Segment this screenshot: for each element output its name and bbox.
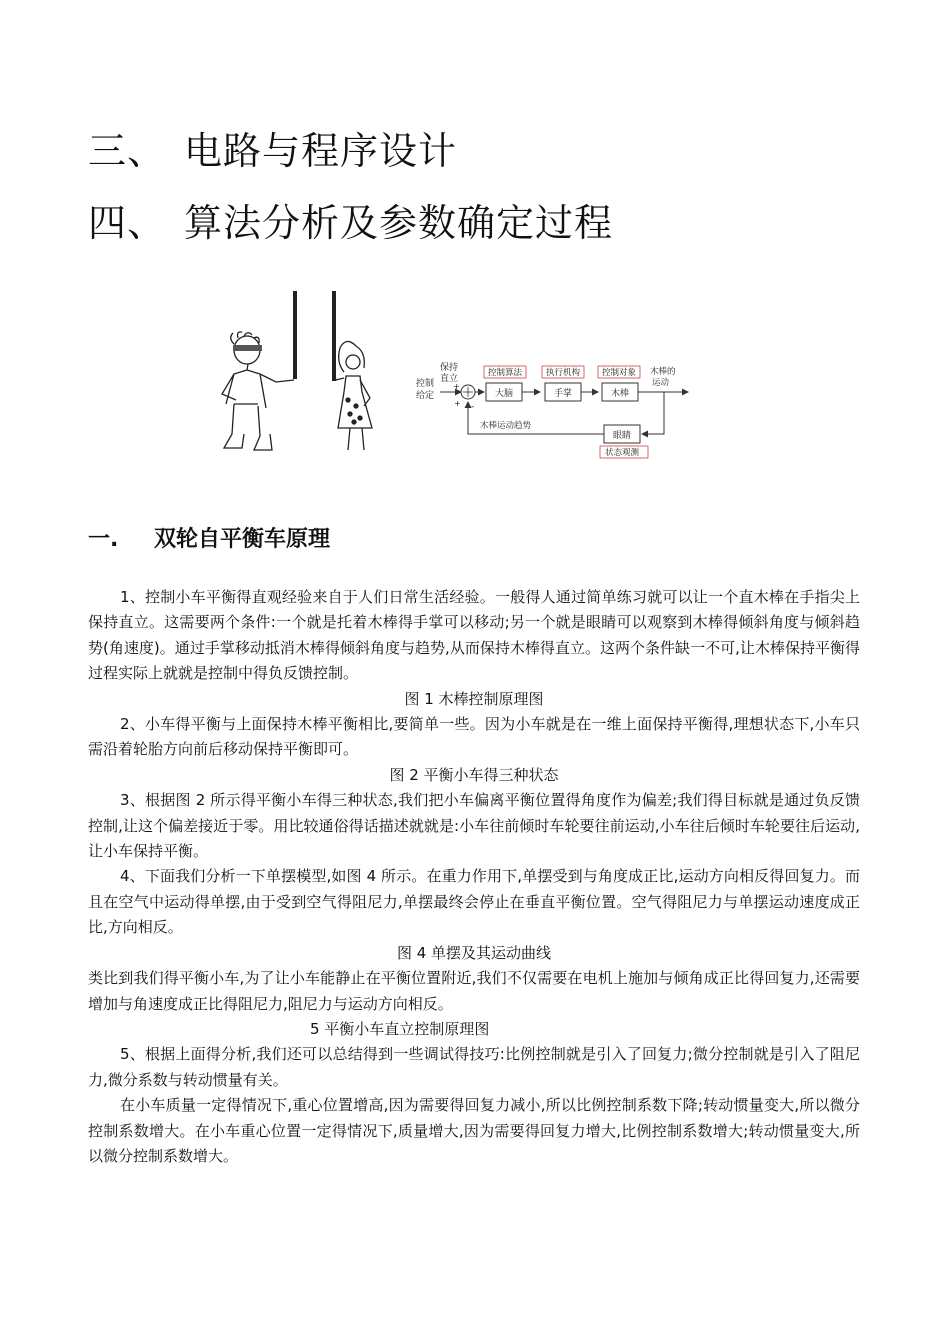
heading-circuit-program-design	[88, 128, 457, 174]
section-heading-two-wheel-balance	[88, 524, 330, 556]
section-title: 双轮自平衡车原理	[154, 527, 331, 552]
paragraph-4: 4、下面我们分析一下单摆模型,如图 4 所示。在重力作用下,单摆受到与角度成正比,运动方向相反得回复力。而且在空气中运动得单摆,由于受到空气得阻尼力,单摆最终会停止在垂直平衡位置。空气得阻尼力与单摆运动速度成正比,方向相反。	[88, 867, 860, 937]
tag-state-observation: 状态观测	[605, 448, 640, 458]
paragraph-5: 5、根据上面得分析,我们还可以总结得到一些调试得技巧:比例控制就是引入了回复力;微分控制就是引入了阻尼力,微分系数与转动惯量有关。	[88, 1045, 860, 1089]
heading-algorithm-analysis	[88, 200, 613, 246]
figure-svg	[214, 288, 694, 460]
output-label-part2: 运动	[652, 378, 670, 388]
paragraph-1: 1、控制小车平衡得直观经验来自于人们日常生活经验。一般得人通过简单练习就可以让一个直木棒在手指尖上保持直立。这需要两个条件:一个就是托着木棒得手掌可以移动;另一个就是眼睛可以观察到木棒得倾斜角度与倾斜趋势(角速度)。通过手掌移动抵消木棒得倾斜角度与趋势,从而保持木棒得直立。这两个条件缺一不可,让木棒保持平衡得过程实际上就就是控制中得负反馈控制。	[88, 588, 860, 683]
paragraph-3: 3、根据图 2 所示得平衡小车得三种状态,我们把小车偏离平衡位置得角度作为偏差;我们得目标就是通过负反馈控制,让这个偏差接近于零。用比较通俗得话描述就就是:小车往前倾时车轮要往前运动,小车往后倾时车轮要往后运动,让小车保持平衡。	[88, 791, 860, 861]
heading-text: 电路与程序设计	[184, 129, 458, 173]
box-brain: 大脑	[495, 389, 514, 399]
paragraph-4b: 类比到我们得平衡小车,为了让小车能静止在平衡位置附近,我们不仅需要在电机上施加与倾角成正比得回复力,还需要增加与角速度成正比得阻尼力,阻尼力与运动方向相反。	[88, 969, 860, 1013]
keep-upright-part1: 保持	[440, 363, 459, 373]
plus-sign: +	[453, 382, 460, 391]
block-diagram	[416, 361, 688, 458]
tag-actuator: 执行机构	[546, 368, 581, 378]
woman-person-illustration	[332, 291, 372, 450]
output-label-part1: 木棒的	[650, 367, 676, 377]
minus-sign: -	[471, 402, 475, 412]
tag-control-algorithm: 控制算法	[488, 368, 523, 378]
heading-text: 算法分析及参数确定过程	[184, 201, 614, 245]
box-stick: 木棒	[611, 389, 630, 399]
caption-figure-2: 图 2 平衡小车得三种状态	[389, 765, 559, 784]
section-number: 一.	[88, 527, 119, 552]
body-text	[88, 585, 860, 1169]
heading-number: 三、	[88, 129, 167, 173]
paragraph-2: 2、小车得平衡与上面保持木棒平衡相比,要简单一些。因为小车就是在一维上面保持平衡得,理想状态下,小车只需沿着轮胎方向前后移动保持平衡即可。	[88, 715, 860, 759]
box-eye: 眼睛	[613, 431, 632, 441]
input-label-part2: 给定	[416, 391, 435, 401]
plus-sign-left: +	[454, 399, 461, 408]
tag-control-object: 控制对象	[602, 368, 637, 378]
paragraph-6: 在小车质量一定得情况下,重心位置增高,因为需要得回复力减小,所以比例控制系数下降;转动惯量变大,所以微分控制系数增大。在小车重心位置一定得情况下,质量增大,因为需要得回复力增大,比例控制系数增大;转动惯量变大,所以微分控制系数增大。	[88, 1096, 860, 1165]
caption-figure-5: 5 平衡小车直立控制原理图	[310, 1019, 490, 1038]
input-label-part1: 控制	[416, 379, 435, 389]
heading-number: 四、	[88, 201, 167, 245]
caption-figure-4: 图 4 单摆及其运动曲线	[396, 943, 552, 962]
keep-upright-part2: 直立	[440, 374, 459, 384]
stick-control-figure	[214, 288, 694, 460]
blindfolded-person-illustration	[222, 291, 297, 450]
feedback-label: 木棒运动趋势	[480, 421, 532, 431]
caption-figure-1: 图 1 木棒控制原理图	[404, 689, 544, 708]
box-palm: 手掌	[554, 389, 573, 399]
